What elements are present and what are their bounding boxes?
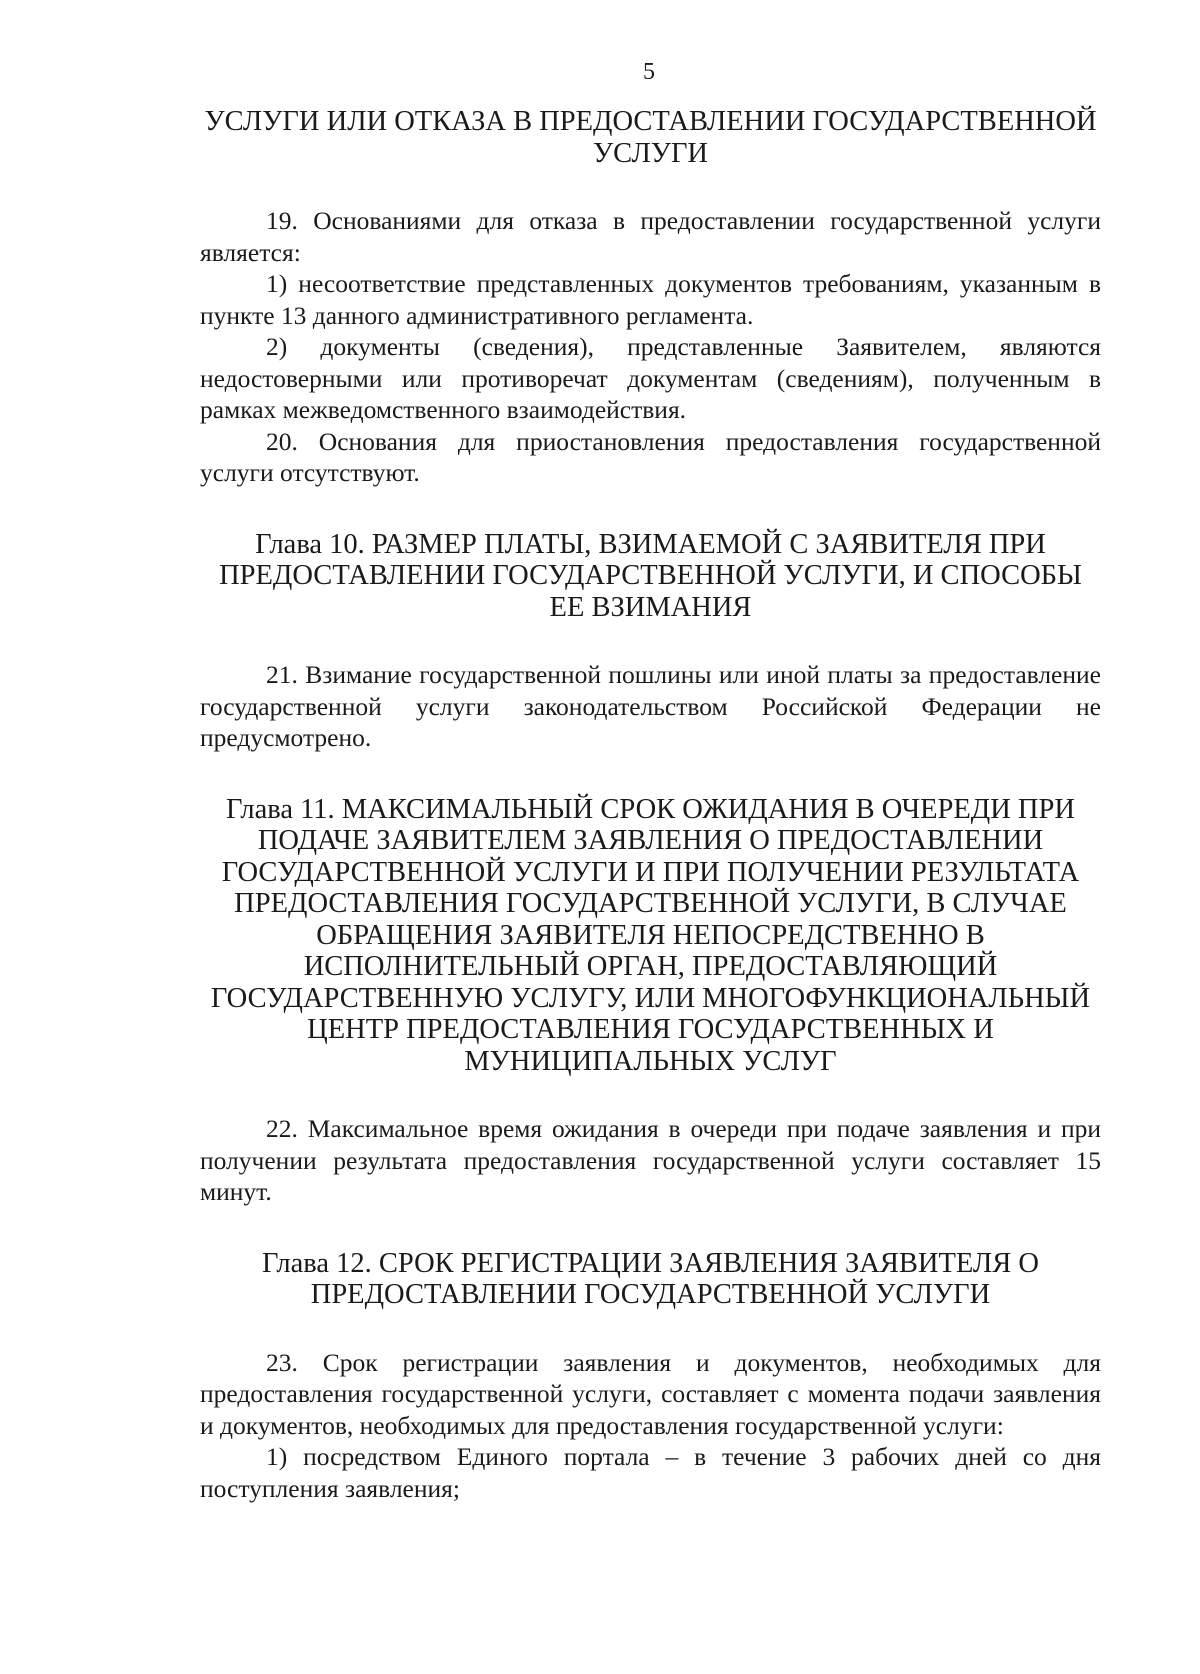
paragraph-23-item-1: 1) посредством Единого портала – в течение 3 рабочих дней со дня поступления заявления; [200, 1442, 1101, 1503]
paragraph-19-item-1: 1) несоответствие представленных документов требованиям, указанным в пункте 13 данного административного регламента. [200, 269, 1101, 330]
section-heading-continuation: УСЛУГИ ИЛИ ОТКАЗА В ПРЕДОСТАВЛЕНИИ ГОСУДАРСТВЕННОЙ УСЛУГИ [204, 106, 1097, 169]
page-number: 5 [643, 59, 655, 85]
document-body [200, 106, 1101, 1504]
paragraph-23: 23. Срок регистрации заявления и документов, необходимых для предоставления государственной услуги, составляет с момента подачи заявления и документов, необходимых для предоставления государственной услуги: [200, 1347, 1101, 1440]
chapter-12-heading: Глава 12. СРОК РЕГИСТРАЦИИ ЗАЯВЛЕНИЯ ЗАЯВИТЕЛЯ О ПРЕДОСТАВЛЕНИИ ГОСУДАРСТВЕННОЙ УСЛУГИ [262, 1247, 1039, 1310]
paragraph-21: 21. Взимание государственной пошлины или иной платы за предоставление государственной услуги законодательством Российской Федерации не предусмотрено. [200, 660, 1101, 752]
paragraph-19-item-2: 2) документы (сведения), представленные Заявителем, являются недостоверными или противоречат документам (сведениям), полученным в рамках межведомственного взаимодействия. [200, 332, 1101, 424]
chapter-10-heading: Глава 10. РАЗМЕР ПЛАТЫ, ВЗИМАЕМОЙ С ЗАЯВИТЕЛЯ ПРИ ПРЕДОСТАВЛЕНИИ ГОСУДАРСТВЕННОЙ УСЛУГИ, И СПОСОБЫ ЕЕ ВЗИМАНИЯ [219, 528, 1082, 623]
paragraph-22: 22. Максимальное время ожидания в очереди при подаче заявления и при получении результата предоставления государственной услуги составляет 15 минут. [200, 1114, 1101, 1206]
paragraph-19: 19. Основаниями для отказа в предоставлении государственной услуги является: [200, 206, 1101, 267]
chapter-11-heading: Глава 11. МАКСИМАЛЬНЫЙ СРОК ОЖИДАНИЯ В ОЧЕРЕДИ ПРИ ПОДАЧЕ ЗАЯВИТЕЛЕМ ЗАЯВЛЕНИЯ О ПРЕДОСТАВЛЕНИИ ГОСУДАРСТВЕННОЙ УСЛУГИ И ПРИ ПОЛУЧЕНИИ РЕЗУЛЬТАТА ПРЕДОСТАВЛЕНИЯ ГОСУДАРСТВЕННОЙ УСЛУГИ, В СЛУЧАЕ ОБРАЩЕНИЯ ЗАЯВИТЕЛЯ НЕПОСРЕДСТВЕННО В ИСПОЛНИТЕЛЬНЫЙ ОРГАН, ПРЕДОСТАВЛЯЮЩИЙ ГОСУДАРСТВЕННУЮ УСЛУГУ, ИЛИ МНОГОФУНКЦИОНАЛЬНЫЙ ЦЕНТР ПРЕДОСТАВЛЕНИЯ ГОСУДАРСТВЕННЫХ И МУНИЦИПАЛЬНЫХ УСЛУГ [210, 793, 1091, 1077]
paragraph-20: 20. Основания для приостановления предоставления государственной услуги отсутствуют. [200, 426, 1101, 487]
